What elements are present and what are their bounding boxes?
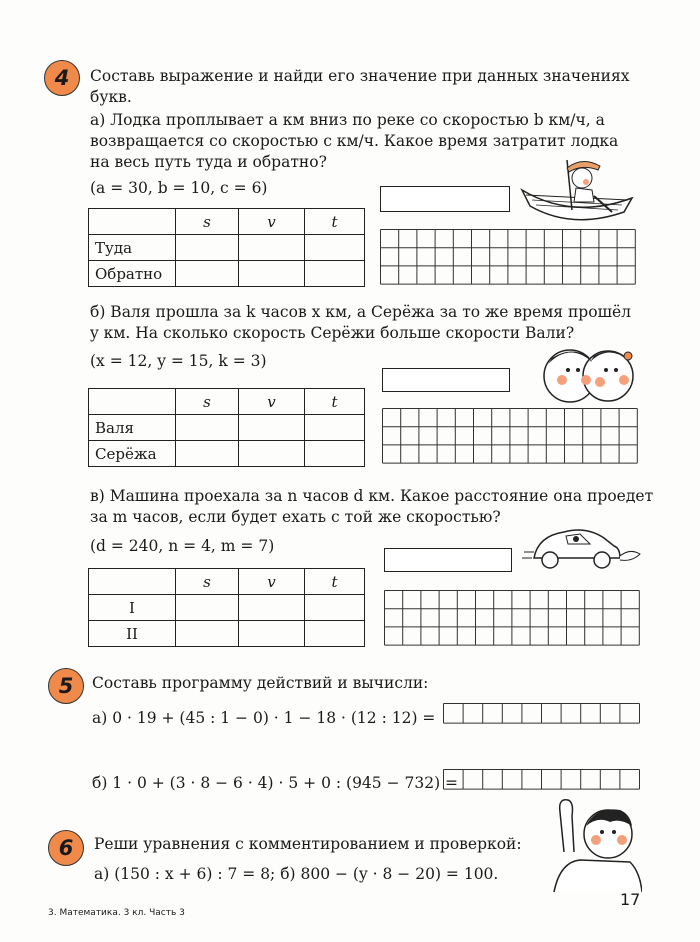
task-4a-line1: а) Лодка проплывает a км вниз по реке со скоростью b км/ч, а: [90, 111, 605, 129]
task-5a-expression: а) 0 · 19 + (45 : 1 − 0) · 1 − 18 · (12 : 12) =: [92, 709, 436, 727]
cell[interactable]: [305, 261, 365, 287]
header-s: s: [176, 209, 239, 235]
task-5b-expression: б) 1 · 0 + (3 · 8 − 6 · 4) · 5 + 0 : (945 − 732) =: [92, 774, 459, 792]
page-number: 17: [620, 890, 641, 909]
header-s: s: [176, 389, 239, 415]
task-4b-table: [88, 388, 365, 467]
header-t: t: [305, 569, 365, 595]
header-v: v: [239, 209, 305, 235]
task-4b-grid[interactable]: [382, 408, 638, 466]
cell[interactable]: [176, 621, 239, 647]
task-5-title: Составь программу действий и вычисли:: [92, 674, 429, 692]
task-5-number: 5: [48, 668, 84, 704]
car-illustration: [520, 522, 642, 574]
cell[interactable]: [239, 441, 305, 467]
task-4-title-line2: букв.: [90, 88, 132, 106]
footer-note: 3. Математика. 3 кл. Часть 3: [48, 908, 185, 918]
header-t: t: [305, 389, 365, 415]
cell[interactable]: [305, 441, 365, 467]
task-6-equations: а) (150 : x + 6) : 7 = 8; б) 800 − (y · 8 − 20) = 100.: [94, 865, 499, 883]
task-4a-values: (a = 30, b = 10, c = 6): [90, 179, 268, 197]
cell[interactable]: [176, 441, 239, 467]
children-faces-illustration: [540, 342, 640, 404]
cell[interactable]: [239, 595, 305, 621]
boy-raising-hand-illustration: [550, 792, 642, 896]
cell[interactable]: [305, 621, 365, 647]
task-4a-answer-box[interactable]: [380, 186, 510, 212]
cell[interactable]: [176, 415, 239, 441]
row-label: Серёжа: [89, 441, 176, 467]
task-4c-grid[interactable]: [384, 590, 640, 648]
row-label: I: [89, 595, 176, 621]
cell[interactable]: [305, 595, 365, 621]
task-4c-line2: за m часов, если будет ехать с той же скоростью?: [90, 508, 501, 526]
cell[interactable]: [305, 235, 365, 261]
task-5a-answer-cells[interactable]: [443, 703, 641, 724]
task-4c-table: [88, 568, 365, 647]
row-label: II: [89, 621, 176, 647]
header-s: s: [176, 569, 239, 595]
row-label: Туда: [89, 235, 176, 261]
task-4-number: 4: [44, 60, 80, 96]
cell[interactable]: [176, 235, 239, 261]
header-v: v: [239, 389, 305, 415]
cell[interactable]: [239, 621, 305, 647]
task-4b-line1: б) Валя прошла за k часов x км, а Серёжа за то же время прошёл: [90, 303, 631, 321]
row-label: Обратно: [89, 261, 176, 287]
row-label: Валя: [89, 415, 176, 441]
cell[interactable]: [176, 595, 239, 621]
task-4c-answer-box[interactable]: [384, 548, 512, 572]
cell[interactable]: [305, 415, 365, 441]
task-4c-line1: в) Машина проехала за n часов d км. Какое расстояние она проедет: [90, 487, 654, 505]
task-5b-answer-cells[interactable]: [443, 769, 641, 790]
task-4a-line3: на весь путь туда и обратно?: [90, 153, 327, 171]
task-4a-grid[interactable]: [380, 229, 636, 287]
cell[interactable]: [239, 415, 305, 441]
task-6-number: 6: [48, 830, 84, 866]
cell[interactable]: [239, 235, 305, 261]
cell[interactable]: [239, 261, 305, 287]
task-4b-answer-box[interactable]: [382, 368, 510, 392]
task-4b-values: (x = 12, y = 15, k = 3): [90, 352, 267, 370]
task-4c-values: (d = 240, n = 4, m = 7): [90, 537, 275, 555]
header-v: v: [239, 569, 305, 595]
header-t: t: [305, 209, 365, 235]
task-4-title-line1: Составь выражение и найди его значение при данных значениях: [90, 67, 630, 85]
task-4a-table: [88, 208, 365, 287]
task-4b-line2: y км. На сколько скорость Серёжи больше скорости Вали?: [90, 324, 575, 342]
task-6-title: Реши уравнения с комментированием и проверкой:: [94, 835, 522, 853]
boat-illustration: [512, 150, 638, 228]
cell[interactable]: [176, 261, 239, 287]
task-4a-line2: возвращается со скоростью c км/ч. Какое время затратит лодка: [90, 132, 619, 150]
